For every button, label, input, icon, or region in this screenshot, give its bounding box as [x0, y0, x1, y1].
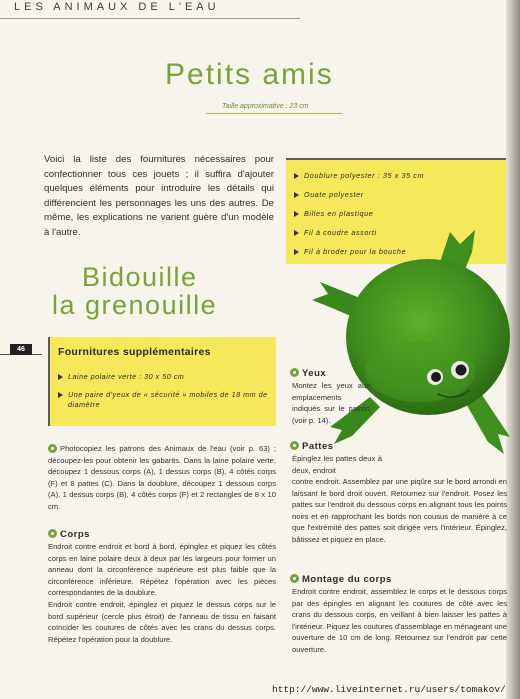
subtitle-rule: [206, 113, 342, 114]
page-title: Petits amis: [165, 58, 334, 91]
bullet-icon: [290, 441, 299, 450]
section-patrons-text: Photocopiez les patrons des Animaux de l'eau (voir p. 63) ; découpez-les pour obtenir les gabarits. Dans la laine polaire verte, découpez 1 dessous corps (A), 1 dessus corps (B), 4 côtés corps (F) et 8 pattes (C). Dans la doublure, découpez 1 dessous corps (A), 1 dessus corps (B), 4 côtés corps (F) et 2 rectangles de 8 x 10 cm.: [48, 444, 276, 511]
section-yeux-text: Montez les yeux aux emplacements indiqués sur le patron (voir p. 14).: [292, 381, 370, 425]
section-yeux-title: Yeux: [290, 368, 326, 379]
section-pattes-text-top: Épinglez les pattes deux à deux, endroit: [292, 454, 382, 475]
supply-item: Doublure polyester : 35 x 35 cm: [294, 166, 506, 185]
supply-item: Billes en plastique: [294, 204, 506, 223]
supply-item: Fil à coudre assorti: [294, 223, 506, 242]
arrow-icon: [294, 192, 299, 198]
section-pattes-title: Pattes: [290, 441, 334, 452]
section-corps-text: Endroit contre endroit et bord à bord, épinglez et piquez les côtés corps en laine polaire deux à deux par les largeurs pour former un anneau dont la circonférence supérieure est plus faible que la circonférence inférieure. Répétez l'opération avec les pièces correspondantes de la doublure. Endroit contre endroit, épinglez et piquez le dessus corps sur le bord supérieur (cercle plus étroit) de l'anneau de tissu en faisant coïncider les coutures de côtés avec les crans du dessus corps. Répétez l'opération pour la doublure.: [48, 542, 276, 644]
section-patrons: [48, 443, 276, 513]
running-title: LES ANIMAUX DE L'EAU: [14, 1, 220, 13]
arrow-icon: [58, 392, 63, 398]
arrow-icon: [294, 230, 299, 236]
section-montage-title: Montage du corps: [290, 574, 392, 585]
arrow-icon: [58, 374, 63, 380]
arrow-icon: [294, 249, 299, 255]
extra-supplies-box: [48, 337, 276, 426]
section-corps-title: Corps: [48, 529, 90, 540]
section-montage-text: Endroit contre endroit, assemblez le corps et le dessous corps par des épingles en alignant les coutures de côté avec les crans du dessous corps, en veillant à bien laisser les pattes à l'intérieur. Piquez les coutures d'assemblage en ménageant une ouverture de 10 cm de long. Retournez sur l'endroit par cette ouverture.: [292, 587, 507, 654]
section-pattes-text: contre endroit. Assemblez par une piqûre sur le bord arrondi en laissant le bord droit ouvert. Retournez sur l'endroit. Posez les pattes sur l'endroit du dessous corps en alignant tous les points noirs et en rapprochant les bords non cousus de manière à ce que l'extrémité des pattes soit dirigée vers l'intérieur. Épinglez, bâtissez et piquez en place.: [292, 477, 507, 544]
bullet-icon: [290, 574, 299, 583]
intro-paragraph: Voici la liste des fournitures nécessaires pour confectionner tous ces jouets ; il suffira d'ajouter quelques éléments pour introduire les détails qui différencient les personnages les uns des autres. De même, les explications ne varient guère d'un modèle à l'autre.: [44, 154, 274, 238]
extra-supply-item: Laine polaire verte : 30 x 50 cm: [58, 372, 268, 382]
supply-item: Fil à broder pour la bouche: [294, 242, 506, 261]
running-header: [0, 0, 300, 19]
bullet-icon: [48, 529, 57, 538]
supply-item: Ouate polyester: [294, 185, 506, 204]
bullet-icon: [290, 368, 299, 377]
arrow-icon: [294, 173, 299, 179]
project-title-line2: la grenouille: [52, 290, 218, 320]
extra-supply-item: Une paire d'yeux de « sécurité » mobiles de 18 mm de diamètre: [58, 390, 278, 410]
watermark-url: http://www.liveinternet.ru/users/tomakov/: [272, 684, 506, 695]
page-number: 46: [10, 344, 32, 355]
project-title-line1: Bidouille: [82, 262, 198, 292]
extra-supplies-title: Fournitures supplémentaires: [58, 346, 211, 358]
arrow-icon: [294, 211, 299, 217]
size-note: Taille approximative : 23 cm: [222, 103, 309, 110]
